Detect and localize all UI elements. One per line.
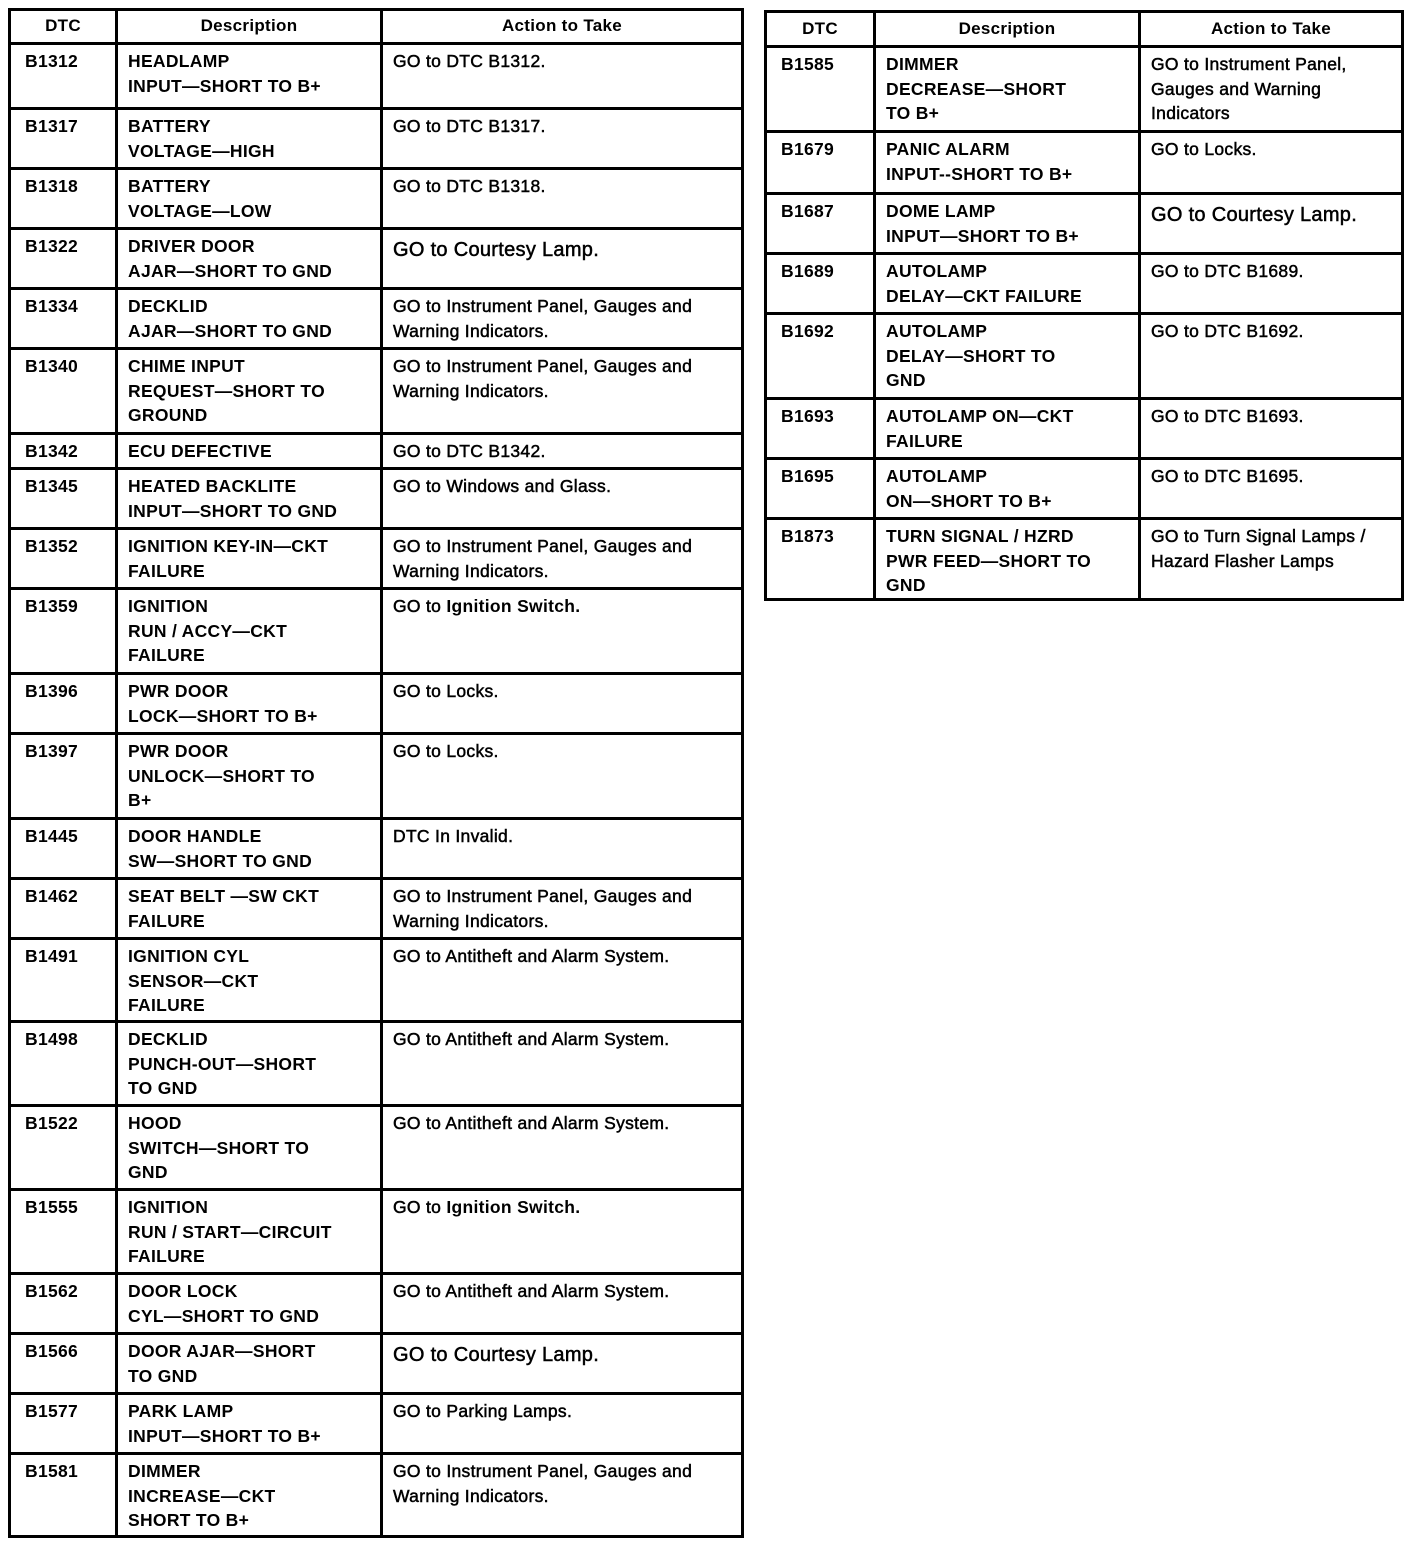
- description-line: AUTOLAMP: [886, 466, 988, 486]
- description-line: INPUT—SHORT TO B+: [128, 1425, 321, 1446]
- description-cell: [117, 939, 382, 1022]
- description-line: CYL—SHORT TO GND: [128, 1305, 320, 1326]
- description-cell: [117, 1274, 382, 1334]
- description-line: REQUEST—SHORT TO: [128, 380, 325, 401]
- description-line: GROUND: [128, 405, 208, 425]
- table-row: [10, 939, 743, 1022]
- description-cell: [117, 434, 382, 469]
- description-line: DELAY—CKT FAILURE: [886, 285, 1082, 306]
- description-cell: [117, 289, 382, 349]
- action-cell: [1140, 519, 1403, 600]
- action-text: DTC In Invalid.: [393, 826, 514, 846]
- dtc-code: B1491: [10, 939, 117, 1022]
- dtc-code: B1312: [10, 44, 117, 109]
- action-cell: [382, 819, 743, 879]
- description-line: RUN / START—CIRCUIT: [128, 1221, 332, 1242]
- action-cell: [382, 1274, 743, 1334]
- action-text: GO to DTC B1317.: [393, 116, 546, 136]
- description-line: B+: [128, 790, 152, 810]
- table-row: [766, 399, 1403, 459]
- description-cell: [117, 469, 382, 529]
- action-cell: [1140, 254, 1403, 314]
- description-line: AUTOLAMP: [886, 321, 988, 341]
- description-line: IGNITION: [128, 596, 209, 616]
- action-text: GO to Antitheft and Alarm System.: [393, 1029, 670, 1049]
- action-text: GO to Parking Lamps.: [393, 1401, 573, 1421]
- description-line: TO GND: [128, 1078, 198, 1098]
- description-cell: [117, 229, 382, 289]
- action-text: GO to Courtesy Lamp.: [1151, 204, 1358, 226]
- action-text: GO to Instrument Panel, Gauges and Warning Indicators.: [393, 356, 693, 401]
- dtc-code: B1562: [10, 1274, 117, 1334]
- dtc-code: B1873: [766, 519, 875, 600]
- table-row: [10, 1106, 743, 1190]
- action-text: GO to: [393, 1197, 447, 1217]
- action-text: GO to DTC B1693.: [1151, 406, 1304, 426]
- description-cell: [117, 109, 382, 169]
- description-cell: [875, 459, 1140, 519]
- dtc-table-right: [764, 10, 1404, 601]
- action-cell: [382, 169, 743, 229]
- header-action: Action to Take: [1140, 12, 1403, 47]
- description-line: DIMMER: [886, 54, 959, 74]
- table-row: [10, 1022, 743, 1106]
- description-line: PWR DOOR: [128, 681, 229, 701]
- description-line: DOOR HANDLE: [128, 826, 262, 846]
- description-cell: [117, 1022, 382, 1106]
- action-text: GO to Antitheft and Alarm System.: [393, 946, 670, 966]
- action-cell: [382, 674, 743, 734]
- action-text: GO to DTC B1342.: [393, 441, 546, 461]
- description-cell: [117, 589, 382, 674]
- description-line: PARK LAMP: [128, 1401, 234, 1421]
- dtc-code: B1359: [10, 589, 117, 674]
- dtc-code: B1352: [10, 529, 117, 589]
- description-line: VOLTAGE—HIGH: [128, 140, 275, 161]
- dtc-code: B1555: [10, 1190, 117, 1274]
- action-cell: [1140, 132, 1403, 194]
- action-text: GO to DTC B1318.: [393, 176, 546, 196]
- description-cell: [117, 349, 382, 434]
- description-line: TO B+: [886, 103, 940, 123]
- action-cell: [382, 589, 743, 674]
- header-description: Description: [875, 12, 1140, 47]
- description-line: TURN SIGNAL / HZRD: [886, 526, 1074, 546]
- description-line: DRIVER DOOR: [128, 236, 255, 256]
- action-text: GO to DTC B1312.: [393, 51, 546, 71]
- action-text: GO to Instrument Panel, Gauges and Warning Indicators.: [393, 536, 693, 581]
- table-row: [10, 349, 743, 434]
- description-cell: [117, 879, 382, 939]
- action-text: GO to DTC B1692.: [1151, 321, 1304, 341]
- description-line: SEAT BELT —SW CKT: [128, 886, 320, 906]
- description-line: INPUT—SHORT TO B+: [886, 225, 1079, 246]
- dtc-code: B1577: [10, 1394, 117, 1454]
- action-cell: [382, 734, 743, 819]
- action-cell: [382, 109, 743, 169]
- description-line: AJAR—SHORT TO GND: [128, 260, 333, 281]
- description-cell: [117, 1106, 382, 1190]
- dtc-code: B1687: [766, 194, 875, 254]
- table-row: [766, 254, 1403, 314]
- description-cell: [875, 47, 1140, 132]
- table-row: [10, 1454, 743, 1537]
- table-row: [10, 734, 743, 819]
- action-cell: [1140, 399, 1403, 459]
- action-text: GO to Courtesy Lamp.: [393, 1344, 600, 1366]
- dtc-code: B1692: [766, 314, 875, 399]
- table-row: [766, 194, 1403, 254]
- dtc-code: B1689: [766, 254, 875, 314]
- description-line: GND: [886, 370, 926, 390]
- description-line: PWR FEED—SHORT TO: [886, 550, 1092, 571]
- description-line: PUNCH-OUT—SHORT: [128, 1053, 317, 1074]
- description-line: DOOR AJAR—SHORT: [128, 1341, 316, 1361]
- description-line: ON—SHORT TO B+: [886, 490, 1052, 511]
- table-row: [10, 1334, 743, 1394]
- description-line: HEADLAMP: [128, 51, 230, 71]
- action-cell: [1140, 194, 1403, 254]
- dtc-code: B1396: [10, 674, 117, 734]
- description-line: IGNITION CYL: [128, 946, 250, 966]
- description-cell: [117, 674, 382, 734]
- table-row: [766, 47, 1403, 132]
- description-cell: [875, 194, 1140, 254]
- table-row: [10, 1274, 743, 1334]
- description-line: TO GND: [128, 1365, 198, 1386]
- description-line: SENSOR—CKT: [128, 970, 259, 991]
- action-text: GO to Antitheft and Alarm System.: [393, 1113, 670, 1133]
- header-description: Description: [117, 10, 382, 44]
- description-line: AUTOLAMP ON—CKT: [886, 406, 1074, 426]
- dtc-code: B1317: [10, 109, 117, 169]
- dtc-table-left: [8, 8, 744, 1538]
- table-row: [10, 529, 743, 589]
- description-line: HOOD: [128, 1113, 182, 1133]
- action-cell: [382, 1454, 743, 1537]
- dtc-code: B1318: [10, 169, 117, 229]
- dtc-code: B1340: [10, 349, 117, 434]
- description-cell: [875, 254, 1140, 314]
- description-cell: [117, 529, 382, 589]
- action-cell: [382, 44, 743, 109]
- action-cell: [1140, 459, 1403, 519]
- action-text: GO to DTC B1689.: [1151, 261, 1304, 281]
- table-row: [10, 434, 743, 469]
- action-cell: [382, 1022, 743, 1106]
- description-line: AUTOLAMP: [886, 261, 988, 281]
- dtc-code: B1397: [10, 734, 117, 819]
- action-text: GO to Locks.: [393, 741, 499, 761]
- action-link: Ignition Switch.: [446, 1197, 581, 1217]
- description-line: DOME LAMP: [886, 201, 996, 221]
- action-cell: [1140, 47, 1403, 132]
- action-cell: [382, 1394, 743, 1454]
- table-row: [10, 1190, 743, 1274]
- description-line: VOLTAGE—LOW: [128, 200, 272, 221]
- table-row: [766, 519, 1403, 600]
- table-row: [10, 169, 743, 229]
- description-line: SW—SHORT TO GND: [128, 850, 313, 871]
- table-row: [10, 879, 743, 939]
- dtc-code: B1522: [10, 1106, 117, 1190]
- description-line: HEATED BACKLITE: [128, 476, 297, 496]
- description-line: FAILURE: [128, 910, 205, 931]
- action-text: GO to Locks.: [393, 681, 499, 701]
- description-line: GND: [128, 1162, 168, 1182]
- action-text: GO to DTC B1695.: [1151, 466, 1304, 486]
- dtc-code: B1334: [10, 289, 117, 349]
- table-row: [766, 459, 1403, 519]
- action-text: GO to Instrument Panel, Gauges and Warning Indicators.: [393, 886, 693, 931]
- dtc-code: B1585: [766, 47, 875, 132]
- action-text: GO to Instrument Panel, Gauges and Warning Indicators.: [393, 296, 693, 341]
- dtc-code: B1566: [10, 1334, 117, 1394]
- description-cell: [117, 819, 382, 879]
- description-cell: [117, 1454, 382, 1537]
- table-row: [10, 44, 743, 109]
- description-line: DECREASE—SHORT: [886, 78, 1067, 99]
- table-row: [10, 109, 743, 169]
- description-line: INPUT—SHORT TO B+: [128, 75, 321, 96]
- dtc-code: B1342: [10, 434, 117, 469]
- action-link: Ignition Switch.: [446, 596, 581, 616]
- action-text: GO to: [393, 596, 447, 616]
- description-line: BATTERY: [128, 116, 211, 136]
- description-line: UNLOCK—SHORT TO: [128, 765, 315, 786]
- description-line: FAILURE: [886, 430, 963, 451]
- description-line: DECKLID: [128, 1029, 208, 1049]
- description-line: DOOR LOCK: [128, 1281, 238, 1301]
- dtc-code: B1679: [766, 132, 875, 194]
- header-dtc: DTC: [766, 12, 875, 47]
- description-cell: [875, 399, 1140, 459]
- description-line: SHORT TO B+: [128, 1510, 250, 1530]
- action-text: GO to Antitheft and Alarm System.: [393, 1281, 670, 1301]
- description-line: PANIC ALARM: [886, 139, 1010, 159]
- table-row: [10, 469, 743, 529]
- description-cell: [117, 1334, 382, 1394]
- description-line: DELAY—SHORT TO: [886, 345, 1056, 366]
- dtc-code: B1695: [766, 459, 875, 519]
- action-cell: [382, 289, 743, 349]
- description-line: CHIME INPUT: [128, 356, 246, 376]
- table-row: [10, 589, 743, 674]
- dtc-code: B1693: [766, 399, 875, 459]
- description-cell: [875, 132, 1140, 194]
- action-cell: [382, 469, 743, 529]
- description-line: LOCK—SHORT TO B+: [128, 705, 318, 726]
- description-line: AJAR—SHORT TO GND: [128, 320, 333, 341]
- action-text: GO to Courtesy Lamp.: [393, 239, 600, 261]
- dtc-code: B1322: [10, 229, 117, 289]
- action-cell: [382, 1190, 743, 1274]
- description-cell: [117, 44, 382, 109]
- action-cell: [382, 939, 743, 1022]
- description-line: ECU DEFECTIVE: [128, 441, 272, 461]
- description-line: FAILURE: [128, 560, 205, 581]
- dtc-code: B1462: [10, 879, 117, 939]
- table-row: [766, 132, 1403, 194]
- description-line: DECKLID: [128, 296, 208, 316]
- table-row: [10, 674, 743, 734]
- action-text: GO to Turn Signal Lamps / Hazard Flasher Lamps: [1151, 526, 1366, 571]
- table-row: [10, 229, 743, 289]
- dtc-code: B1345: [10, 469, 117, 529]
- action-cell: [1140, 314, 1403, 399]
- header-action: Action to Take: [382, 10, 743, 44]
- action-cell: [382, 1106, 743, 1190]
- dtc-code: B1581: [10, 1454, 117, 1537]
- action-text: GO to Locks.: [1151, 139, 1257, 159]
- action-text: GO to Instrument Panel, Gauges and Warning Indicators: [1151, 54, 1347, 123]
- table-row: [10, 289, 743, 349]
- description-line: FAILURE: [128, 995, 205, 1015]
- action-cell: [382, 229, 743, 289]
- header-dtc: DTC: [10, 10, 117, 44]
- description-line: FAILURE: [128, 645, 205, 665]
- description-cell: [117, 169, 382, 229]
- action-cell: [382, 1334, 743, 1394]
- description-line: BATTERY: [128, 176, 211, 196]
- description-line: PWR DOOR: [128, 741, 229, 761]
- action-cell: [382, 349, 743, 434]
- description-line: GND: [886, 575, 926, 595]
- description-line: FAILURE: [128, 1246, 205, 1266]
- action-cell: [382, 879, 743, 939]
- description-line: INPUT--SHORT TO B+: [886, 163, 1073, 184]
- action-cell: [382, 434, 743, 469]
- description-cell: [875, 314, 1140, 399]
- description-line: SWITCH—SHORT TO: [128, 1137, 310, 1158]
- action-cell: [382, 529, 743, 589]
- table-row: [766, 314, 1403, 399]
- action-text: GO to Windows and Glass.: [393, 476, 612, 496]
- table-row: [10, 1394, 743, 1454]
- description-line: IGNITION: [128, 1197, 209, 1217]
- dtc-code: B1445: [10, 819, 117, 879]
- dtc-code: B1498: [10, 1022, 117, 1106]
- description-line: IGNITION KEY-IN—CKT: [128, 536, 329, 556]
- table-row: [10, 819, 743, 879]
- description-line: DIMMER: [128, 1461, 201, 1481]
- description-line: RUN / ACCY—CKT: [128, 620, 288, 641]
- description-cell: [117, 734, 382, 819]
- action-text: GO to Instrument Panel, Gauges and Warning Indicators.: [393, 1461, 693, 1506]
- description-cell: [117, 1394, 382, 1454]
- description-line: INCREASE—CKT: [128, 1485, 276, 1506]
- description-line: INPUT—SHORT TO GND: [128, 500, 338, 521]
- description-cell: [875, 519, 1140, 600]
- description-cell: [117, 1190, 382, 1274]
